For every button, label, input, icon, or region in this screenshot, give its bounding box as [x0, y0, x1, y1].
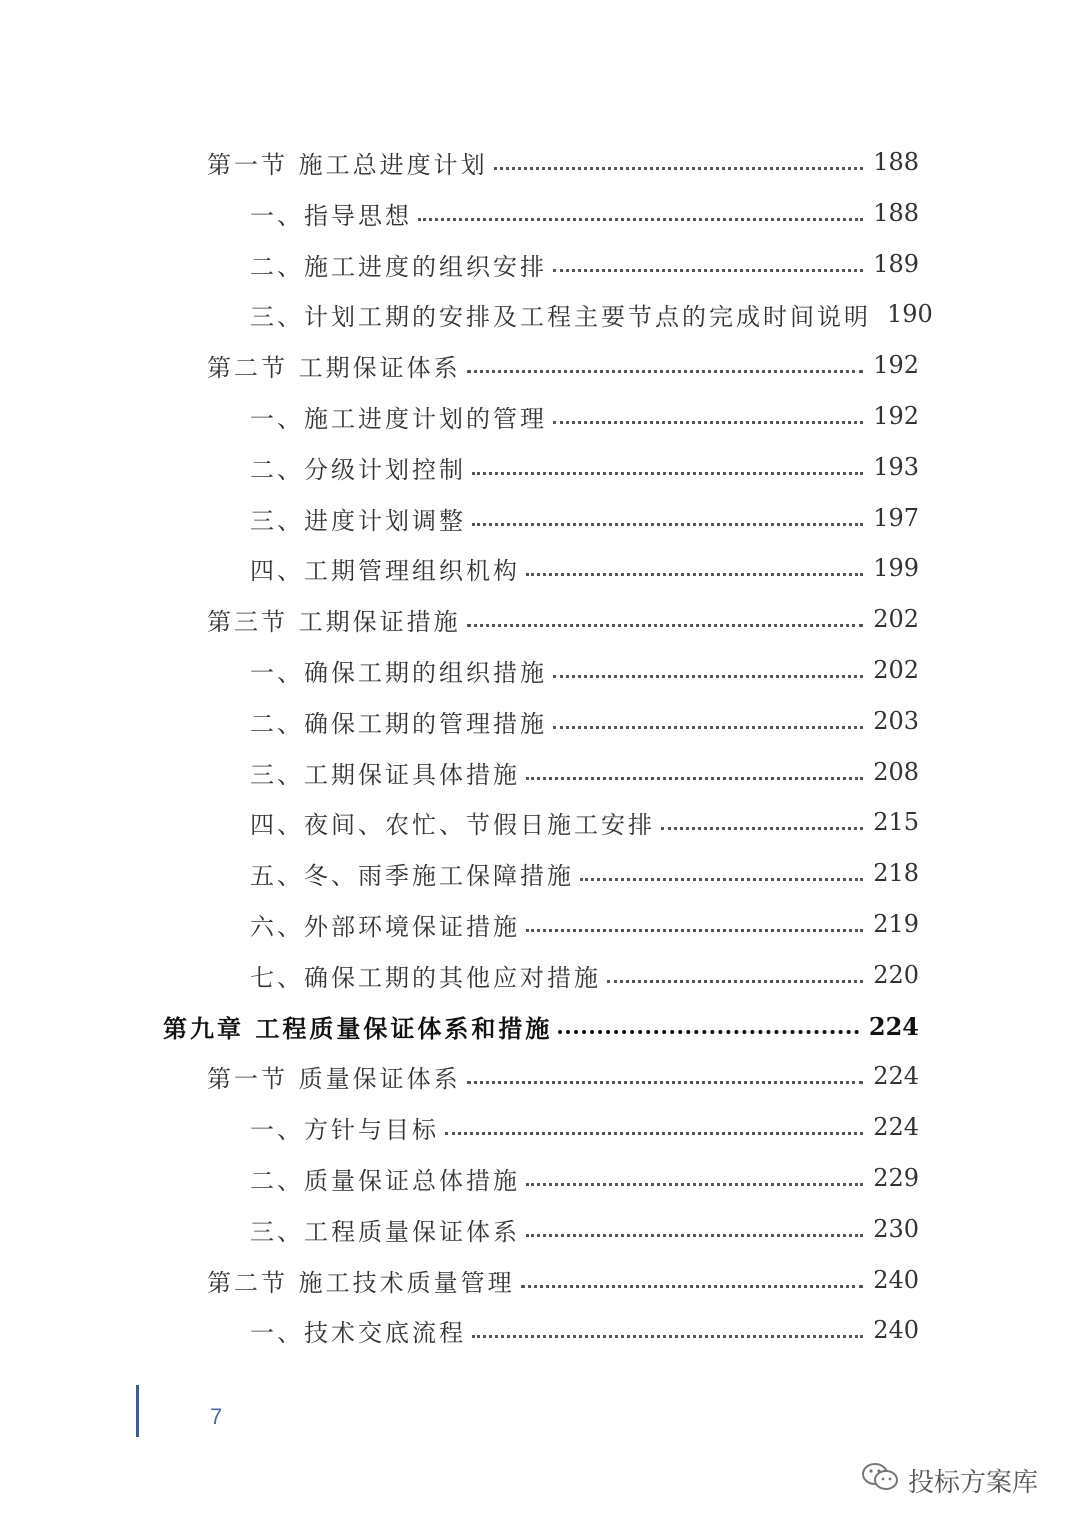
toc-entry-page: 189	[873, 250, 919, 278]
toc-entry[interactable]	[250, 493, 919, 543]
toc-entry-title: 一、方针与目标	[250, 1115, 439, 1144]
toc-entry-title: 一、技术交底流程	[250, 1318, 466, 1347]
toc-entry-page: 219	[873, 910, 919, 938]
wechat-icon	[860, 1460, 908, 1501]
toc-entry-page: 192	[873, 351, 919, 379]
toc-entry[interactable]	[250, 1204, 919, 1254]
toc-entry-title: 第三节 工期保证措施	[207, 607, 461, 636]
toc-entry-title: 一、确保工期的组织措施	[250, 658, 547, 687]
toc-entry-page: 240	[873, 1316, 919, 1344]
toc-entry[interactable]	[250, 239, 919, 289]
toc-entry-page: 220	[873, 961, 919, 989]
toc-entry-page: 208	[873, 758, 919, 786]
toc-entry[interactable]	[250, 442, 919, 492]
toc-entry-title: 七、确保工期的其他应对措施	[250, 963, 601, 992]
toc-entry-title: 第一节 质量保证体系	[207, 1064, 461, 1093]
toc-entry-title: 第九章 工程质量保证体系和措施	[163, 1013, 553, 1043]
toc-entry-page: 193	[873, 453, 919, 481]
toc-entry-title: 三、进度计划调整	[250, 506, 466, 535]
toc-entry[interactable]	[250, 289, 933, 339]
toc-entry-page: 229	[873, 1164, 919, 1192]
toc-entry-title: 六、外部环境保证措施	[250, 912, 520, 941]
toc-dot-leader	[526, 573, 863, 576]
toc-entry-page: 188	[873, 199, 919, 227]
toc-entry[interactable]	[250, 391, 919, 441]
toc-dot-leader	[553, 726, 863, 729]
toc-entry[interactable]	[207, 137, 919, 187]
toc-dot-leader	[553, 269, 863, 272]
toc-dot-leader	[418, 218, 863, 221]
toc-entry[interactable]	[250, 950, 919, 1000]
toc-entry-page: 202	[873, 656, 919, 684]
toc-dot-leader	[467, 1081, 864, 1084]
toc-entry-title: 一、指导思想	[250, 201, 412, 230]
toc-entry-title: 二、确保工期的管理措施	[250, 709, 547, 738]
toc-entry[interactable]	[250, 543, 919, 593]
toc-entry-page: 202	[873, 605, 919, 633]
toc-dot-leader	[472, 472, 863, 475]
toc-entry-title: 一、施工进度计划的管理	[250, 404, 547, 433]
toc-dot-leader	[553, 675, 863, 678]
toc-entry-title: 二、施工进度的组织安排	[250, 252, 547, 281]
toc-dot-leader	[467, 624, 864, 627]
toc-dot-leader	[472, 523, 863, 526]
toc-dot-leader	[472, 1335, 863, 1338]
toc-entry-page: 197	[873, 504, 919, 532]
toc-entry[interactable]	[250, 797, 919, 847]
toc-entry[interactable]	[250, 645, 919, 695]
toc-entry[interactable]	[207, 1051, 919, 1101]
toc-entry-page: 224	[868, 1011, 919, 1041]
toc-dot-leader	[526, 929, 863, 932]
toc-entry-page: 203	[873, 707, 919, 735]
toc-entry-page: 190	[887, 300, 933, 328]
footer-accent-bar	[136, 1385, 139, 1437]
toc-entry[interactable]	[250, 696, 919, 746]
toc-entry-title: 二、质量保证总体措施	[250, 1166, 520, 1195]
toc-entry[interactable]	[250, 1153, 919, 1203]
toc-entry[interactable]	[250, 899, 919, 949]
toc-dot-leader	[445, 1132, 863, 1135]
toc-dot-leader	[553, 421, 863, 424]
toc-dot-leader	[580, 878, 863, 881]
toc-dot-leader	[526, 777, 863, 780]
toc-entry-page: 230	[873, 1215, 919, 1243]
page-number: 7	[210, 1404, 223, 1429]
toc-entry[interactable]	[250, 1102, 919, 1152]
toc-entry-title: 四、工期管理组织机构	[250, 556, 520, 585]
toc-entry-page: 188	[873, 148, 919, 176]
toc-entry-page: 224	[873, 1062, 919, 1090]
toc-entry-title: 第一节 施工总进度计划	[207, 150, 488, 179]
toc-entry-title: 五、冬、雨季施工保障措施	[250, 861, 574, 890]
toc-entry-title: 四、夜间、农忙、节假日施工安排	[250, 810, 655, 839]
toc-entry-page: 240	[873, 1266, 919, 1294]
toc-entry-page: 224	[873, 1113, 919, 1141]
toc-dot-leader	[521, 1285, 864, 1288]
toc-dot-leader	[661, 827, 863, 830]
toc-entry-title: 三、计划工期的安排及工程主要节点的完成时间说明	[250, 302, 871, 331]
toc-entry-title: 三、工程质量保证体系	[250, 1217, 520, 1246]
toc-entry-page: 199	[873, 554, 919, 582]
toc-dot-leader	[467, 370, 864, 373]
toc-entry[interactable]	[250, 848, 919, 898]
toc-entry-title: 二、分级计划控制	[250, 455, 466, 484]
toc-entry[interactable]	[250, 747, 919, 797]
toc-entry[interactable]	[207, 1255, 919, 1305]
toc-entry[interactable]	[207, 594, 919, 644]
watermark-text: 投标方案库	[908, 1468, 1039, 1498]
toc-entry-title: 第二节 施工技术质量管理	[207, 1268, 515, 1297]
toc-dot-leader	[558, 1030, 859, 1034]
toc-dot-leader	[494, 167, 864, 170]
toc-entry-page: 215	[873, 808, 919, 836]
toc-entry[interactable]	[163, 1001, 919, 1051]
toc-dot-leader	[526, 1234, 863, 1237]
toc-entry-page: 218	[873, 859, 919, 887]
toc-entry-page: 192	[873, 402, 919, 430]
toc-entry-title: 第二节 工期保证体系	[207, 353, 461, 382]
toc-dot-leader	[526, 1183, 863, 1186]
toc-entry-title: 三、工期保证具体措施	[250, 760, 520, 789]
toc-entry[interactable]	[250, 188, 919, 238]
toc-dot-leader	[607, 980, 863, 983]
watermark	[860, 1460, 1038, 1501]
toc-entry[interactable]	[250, 1305, 919, 1355]
toc-entry[interactable]	[207, 340, 919, 390]
